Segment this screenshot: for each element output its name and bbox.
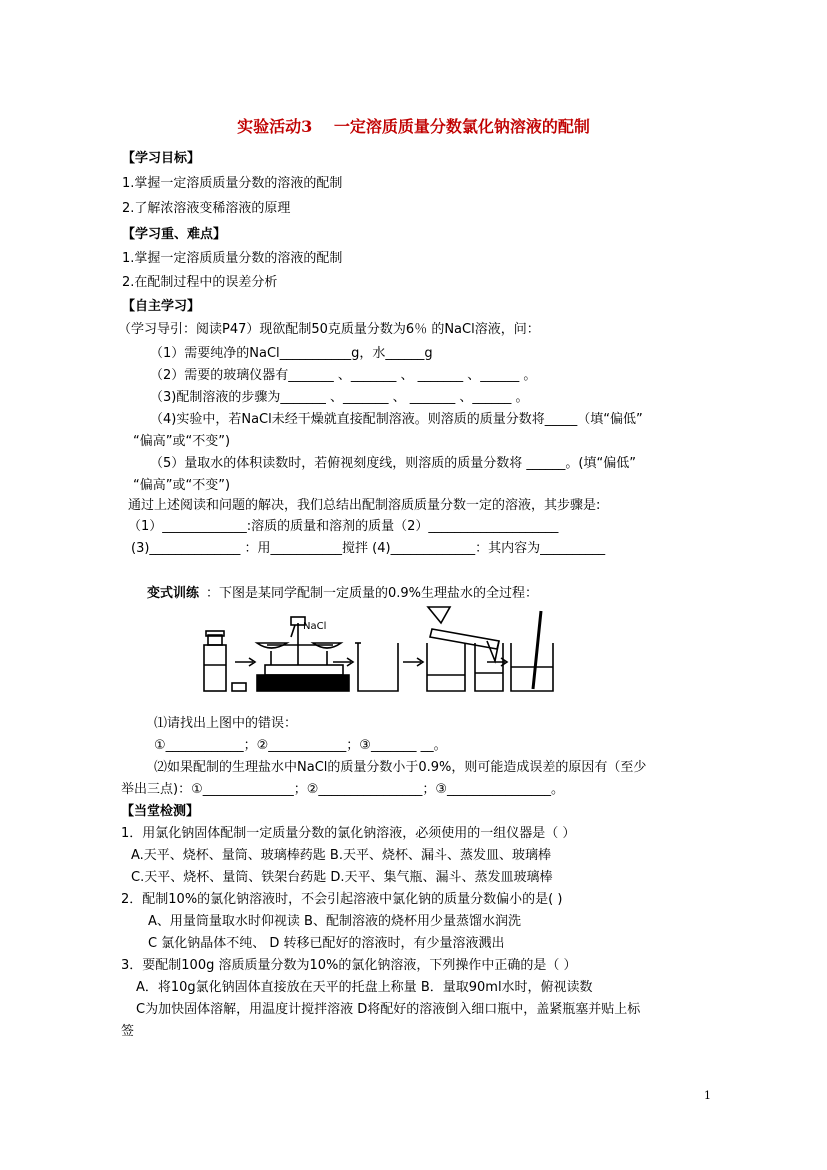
document-title: 实验活动3 一定溶质质量分数氯化钠溶液的配制 (237, 117, 590, 136)
arrow-icon (235, 658, 255, 666)
arrow-icon (403, 658, 423, 666)
text-line: 【当堂检测】 (121, 804, 200, 819)
text-line: （学习导引：阅读P47）现欲配制50克质量分数为6％ 的NaCl溶液，问： (118, 322, 540, 337)
text-line: 1.掌握一定溶质质量分数的溶液的配制 (122, 251, 343, 266)
funnel-icon (428, 607, 450, 623)
text-line: A、用量筒量取水时仰视读 B、配制溶液的烧杯用少量蒸馏水润洗 (148, 914, 521, 929)
text-line: 通过上述阅读和问题的解决，我们总结出配制溶质质量分数一定的溶液，其步骤是: (128, 498, 601, 513)
text-line: A.天平、烧杯、量筒、玻璃棒药匙 B.天平、烧杯、漏斗、蒸发皿、玻璃棒 (131, 848, 551, 863)
text-line: （4)实验中，若NaCl未经干燥就直接配制溶液。则溶质的质量分数将_____（填“偏低” (150, 412, 643, 427)
text-line: 2.在配制过程中的误差分析 (122, 275, 278, 290)
text-line: ①____________；②____________；③_______ __。 (154, 738, 447, 753)
page-number: 1 (704, 1089, 711, 1102)
text-line: （1）需要纯净的NaCl___________g，水______g (150, 346, 433, 361)
text-line: 1.掌握一定溶质质量分数的溶液的配制 (122, 176, 343, 191)
beaker-icon (475, 643, 503, 691)
experiment-figure (195, 605, 570, 697)
text-line: A．将10g氯化钠固体直接放在天平的托盘上称量 B．量取90ml水时，俯视读数 (136, 980, 593, 995)
text-line: ⑴请找出上图中的错误： (154, 716, 298, 731)
text-line: 签 (121, 1024, 135, 1039)
text-line: C.天平、烧杯、量筒、铁架台药匙 D.天平、集气瓶、漏斗、蒸发皿玻璃棒 (131, 870, 553, 885)
text-line: 【学习目标】 (122, 151, 201, 166)
text-line: （2）需要的玻璃仪器有_______ 、_______ 、 _______ 、______ 。 (150, 368, 537, 383)
text-line: 2．配制10%的氯化钠溶液时，不会引起溶液中氯化钠的质量分数偏小的是( ) (121, 892, 563, 907)
text-line: 1．用氯化钠固体配制一定质量分数的氯化钠溶液，必须使用的一组仪器是（ ） (121, 826, 576, 841)
text-line: (3)______________ ：用___________搅拌 (4)_____________：其内容为__________ (131, 541, 606, 556)
reagent-bottle-icon (204, 631, 226, 691)
text-line: 2.了解浓溶液变稀溶液的原理 (122, 201, 291, 216)
nacl-figure-label: NaCl (303, 621, 327, 632)
text-line: ：下图是某同学配制一定质量的0.9%生理盐水的全过程： (206, 586, 539, 601)
text-line: C 氯化钠晶体不纯、 D 转移已配好的溶液时，有少量溶液溅出 (148, 936, 505, 951)
beaker-icon (427, 643, 465, 691)
beaker-with-thermometer-icon (511, 611, 553, 691)
text-line: （5）量取水的体积读数时，若俯视刻度线，则溶质的质量分数将 ______。(填“偏低” (150, 456, 636, 471)
variant-training-label: 变式训练 (147, 586, 200, 601)
arrow-icon (487, 658, 507, 666)
text-line: ⑵如果配制的生理盐水中NaCl的质量分数小于0.9%，则可能造成误差的原因有（至少 (154, 760, 647, 775)
text-line: （3)配制溶液的步骤为_______ 、_______ 、 _______ 、______ 。 (150, 390, 529, 405)
text-line: （1）_____________:溶质的质量和溶剂的质量（2）____________________ (128, 519, 559, 534)
text-line: 举出三点)：①______________；②________________；③________________。 (121, 782, 565, 797)
text-line: 【学习重、难点】 (122, 227, 227, 242)
text-line: 【自主学习】 (122, 299, 201, 314)
text-line: “偏高”或“不变”) (133, 434, 231, 449)
text-line: C为加快固体溶解，用温度计搅拌溶液 D将配好的溶液倒入细口瓶中，盖紧瓶塞并贴上标 (136, 1002, 641, 1017)
text-line: “偏高”或“不变”) (133, 478, 231, 493)
text-line: 3．要配制100g 溶质质量分数为10%的氯化钠溶液，下列操作中正确的是（ ） (121, 958, 577, 973)
beaker-icon (355, 643, 398, 691)
weighing-dish-icon (232, 683, 246, 691)
